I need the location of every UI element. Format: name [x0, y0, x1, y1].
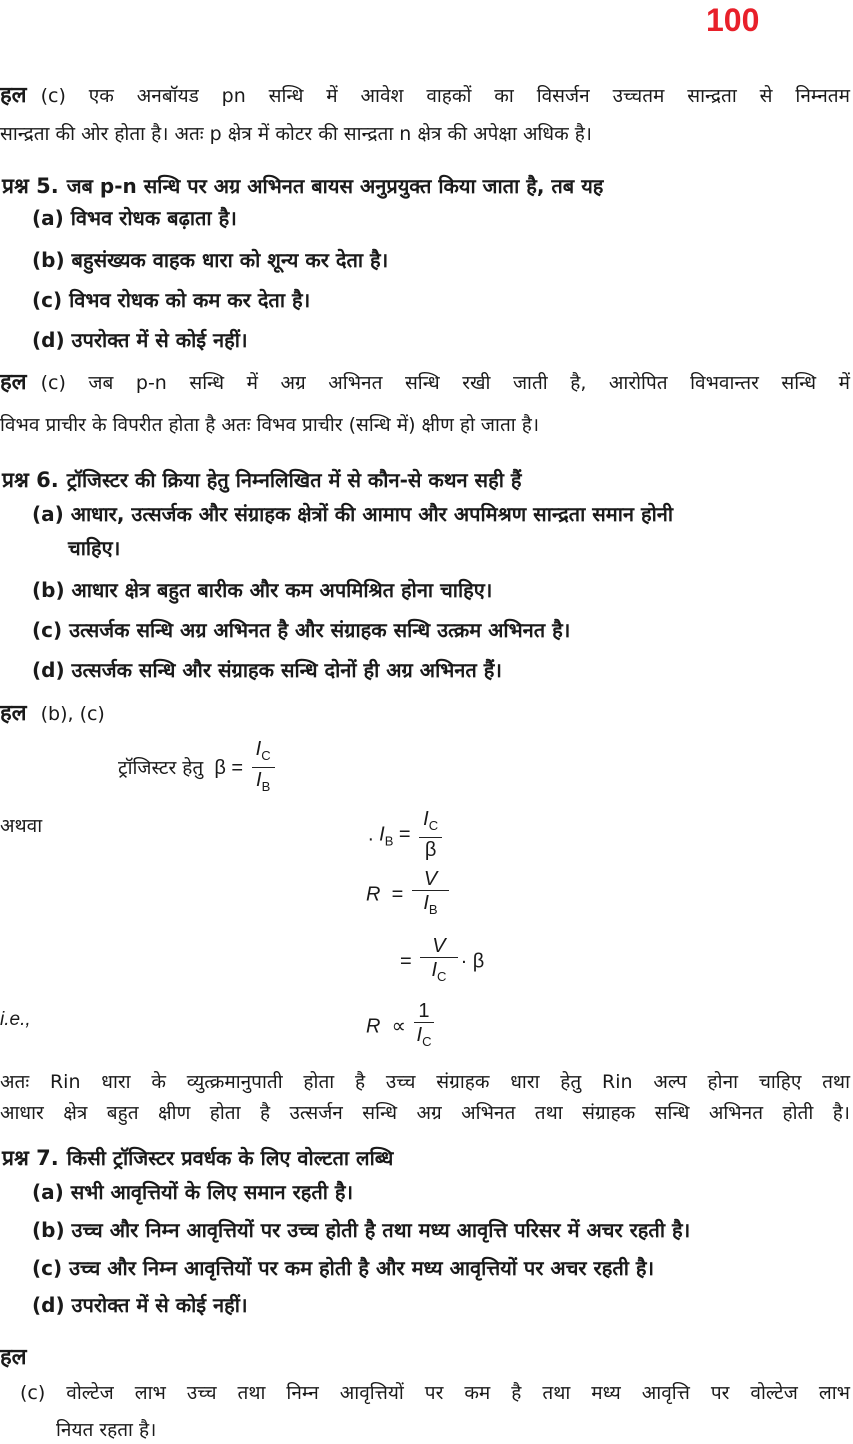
q7-option-a: (a) सभी आवृत्तियों के लिए समान रहती है। — [32, 1180, 354, 1204]
answer-5-line-1 — [0, 369, 850, 397]
question-text: ट्रॉजिस्टर की क्रिया हेतु निम्नलिखित में से कौन-से कथन सही हैं — [66, 468, 522, 492]
answer-6-line-2: आधार क्षेत्र बहुत क्षीण होता है उत्सर्जन सन्धि अग्र अभिनत तथा संग्राहक सन्धि अभिनत होती है। — [0, 1102, 850, 1124]
equation-r: R = $\frac{V}{I_B}$ — [366, 868, 452, 922]
question-6 — [2, 466, 521, 494]
q7-option-d: (d) उपरोक्त में से कोई नहीं। — [32, 1293, 248, 1317]
answer-6-line-1: अतः Rin धारा के व्युत्क्रमानुपाती होता है उच्च संग्राहक धारा हेतु Rin अल्प होना चाहिए तथा — [0, 1071, 850, 1093]
q7-option-c: (c) उच्च और निम्न आवृत्तियों पर कम होती है और मध्य आवृत्तियों पर अचर रहती है। — [32, 1256, 655, 1280]
q6-option-a-cont: चाहिए। — [68, 536, 121, 560]
answer-4-line-1 — [0, 82, 850, 110]
answer-text: (c) एक अनबॉयड pn सन्धि में आवेश वाहकों का विसर्जन उच्चतम सान्द्रता से निम्नतम — [40, 85, 850, 107]
page-number: 100 — [706, 2, 760, 38]
question-label: प्रश्न 6. — [2, 468, 59, 492]
equation-r2: = $\frac{V}{I_C}$ · β — [400, 935, 485, 984]
q6-option-b: (b) आधार क्षेत्र बहुत बारीक और कम अपमिश्रित होना चाहिए। — [32, 578, 493, 602]
answer-5-line-2: विभव प्राचीर के विपरीत होता है अतः विभव प्राचीर (सन्धि में) क्षीण हो जाता है। — [0, 414, 540, 436]
answer-7-line-2: नियत रहता है। — [56, 1419, 157, 1441]
question-text: किसी ट्रॉजिस्टर प्रवर्धक के लिए वोल्टता लब्धि — [66, 1146, 394, 1170]
q5-option-a: (a) विभव रोधक बढ़ाता है। — [32, 206, 237, 230]
answer-text: (c) जब p-n सन्धि में अग्र अभिनत सन्धि रखी जाती है, आरोपित विभवान्तर सन्धि में — [40, 372, 850, 394]
question-5 — [2, 172, 603, 200]
question-7 — [2, 1144, 393, 1172]
athva-label: अथवा — [0, 815, 43, 837]
equation-beta: ट्रॉजिस्टर हेतु β = $\frac{I_C}{I_B}$ — [118, 738, 278, 799]
q5-option-b: (b) बहुसंख्यक वाहक धारा को शून्य कर देता है। — [32, 248, 389, 272]
solution-label: हल — [0, 370, 27, 395]
question-text: जब p-n सन्धि पर अग्र अभिनत बायस अनुप्रयुक्त किया जाता है, तब यह — [66, 174, 604, 198]
answer-6 — [0, 700, 105, 728]
question-label: प्रश्न 5. — [2, 174, 59, 198]
q5-option-d: (d) उपरोक्त में से कोई नहीं। — [32, 328, 248, 352]
ie-label: i.e., — [0, 1009, 31, 1030]
answer-7-label — [0, 1344, 41, 1372]
answer-4-line-2: सान्द्रता की ओर होता है। अतः p क्षेत्र में कोटर की सान्द्रता n क्षेत्र की अपेक्षा अधिक है। — [0, 123, 593, 145]
equation-proportional: R ∝ $\frac{1}{I_C}$ — [366, 1000, 437, 1054]
q7-option-b: (b) उच्च और निम्न आवृत्तियों पर उच्च होती है तथा मध्य आवृत्ति परिसर में अचर रहती है। — [32, 1218, 691, 1242]
q5-option-c: (c) विभव रोधक को कम कर देता है। — [32, 288, 311, 312]
question-label: प्रश्न 7. — [2, 1146, 59, 1170]
q6-option-c: (c) उत्सर्जक सन्धि अग्र अभिनत है और संग्राहक सन्धि उत्क्रम अभिनत है। — [32, 618, 571, 642]
solution-label: हल — [0, 83, 27, 108]
solution-label: हल — [0, 1345, 27, 1370]
answer-options: (b), (c) — [40, 703, 105, 725]
answer-7-line-1: (c) वोल्टेज लाभ उच्च तथा निम्न आवृत्तियों पर कम है तथा मध्य आवृत्ति पर वोल्टेज लाभ — [20, 1382, 850, 1404]
q6-option-d: (d) उत्सर्जक सन्धि और संग्राहक सन्धि दोनों ही अग्र अभिनत हैं। — [32, 658, 502, 682]
equation-prefix: ट्रॉजिस्टर हेतु — [118, 756, 204, 779]
equation-ib: . $I_B$ = $\frac{I_C}{\beta}$ — [368, 808, 445, 862]
q6-option-a: (a) आधार, उत्सर्जक और संग्राहक क्षेत्रों की आमाप और अपमिश्रण सान्द्रता समान होनी — [32, 502, 674, 526]
solution-label: हल — [0, 701, 27, 726]
